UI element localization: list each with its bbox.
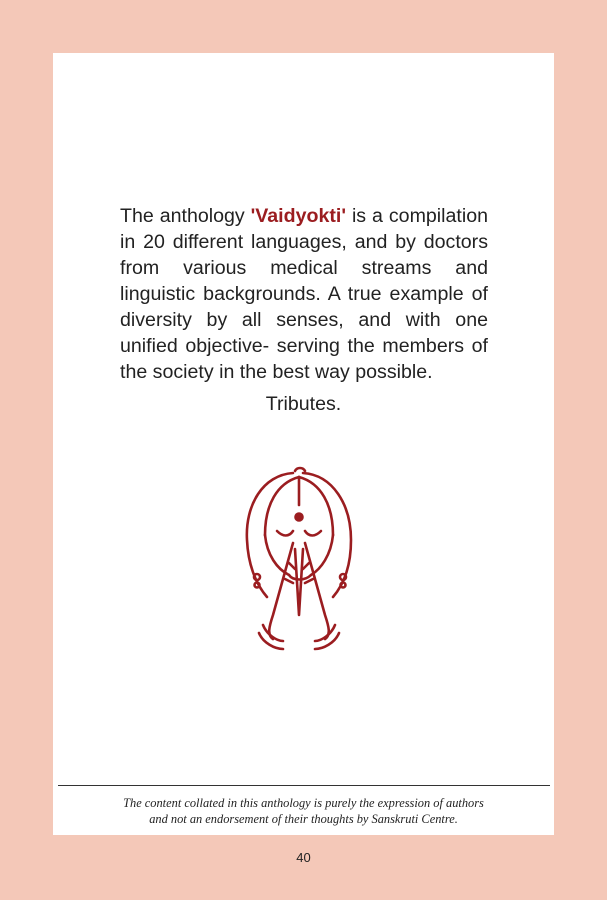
disclaimer-line-1: The content collated in this anthology is purely the expression of authors <box>123 796 484 810</box>
tributes-text: Tributes. <box>265 393 342 415</box>
footer-divider <box>58 785 550 786</box>
page-number: 40 <box>296 850 311 865</box>
anthology-title: 'Vaidyokti' <box>250 205 346 227</box>
disclaimer <box>53 795 554 827</box>
body-paragraph <box>120 203 488 385</box>
disclaimer-line-2: and not an endorsement of their thoughts by Sanskruti Centre. <box>149 812 458 826</box>
page-sheet <box>53 53 554 835</box>
body-intro: The anthology <box>120 205 251 227</box>
body-rest: is a compilation in 20 different languages, and by doctors from various medical streams and linguistic backgrounds. A true example of diversity by all senses, and with one unified objective- serving the members of the society in the best way possible. <box>120 205 488 383</box>
namaste-woman-icon <box>233 465 368 655</box>
